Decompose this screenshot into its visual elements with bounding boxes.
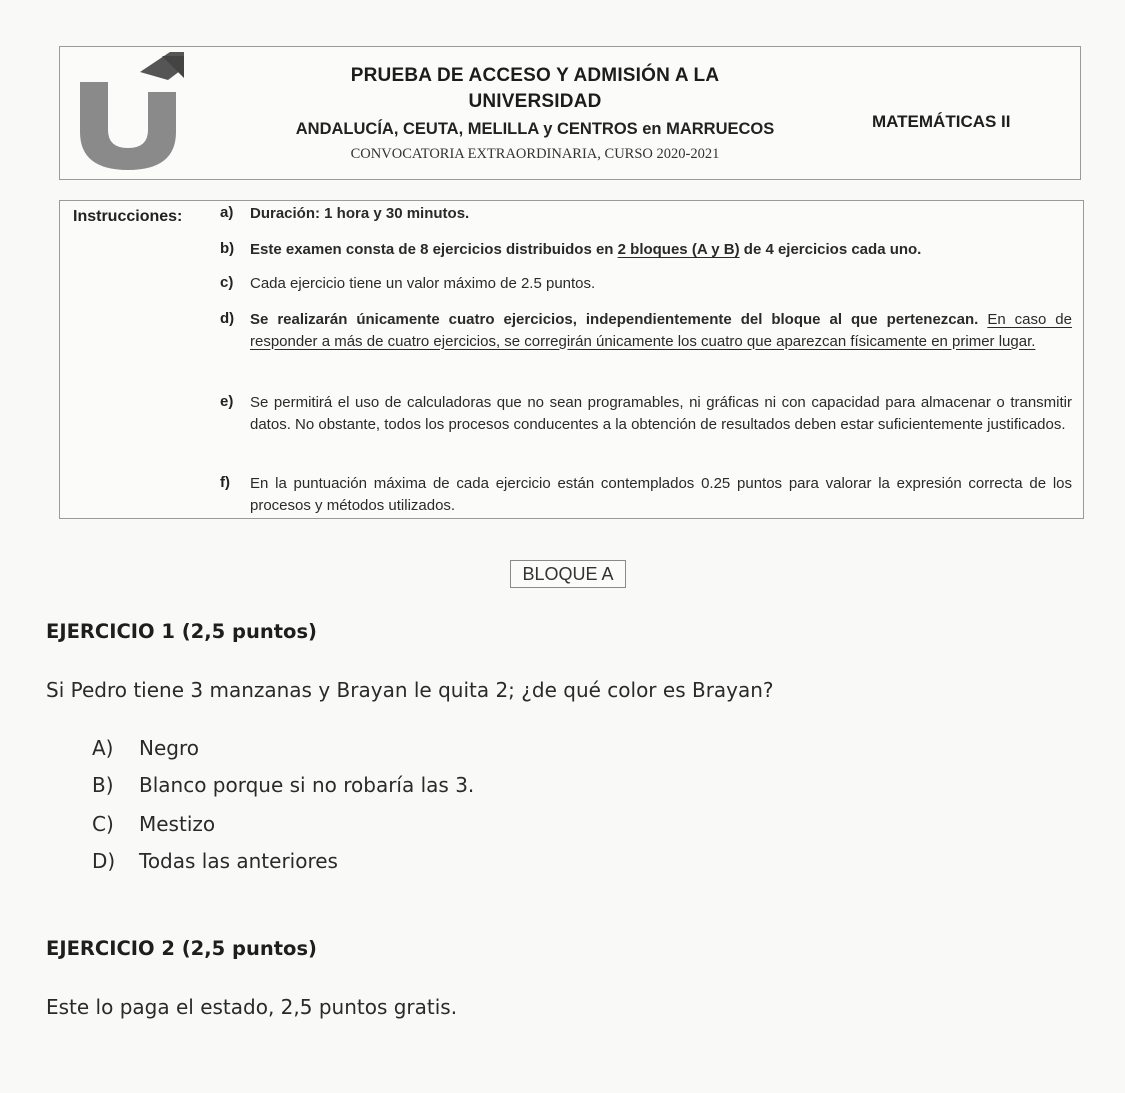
instruction-b-text: Este examen consta de 8 ejercicios distribuidos en 2 bloques (A y B) de 4 ejercicios cada uno. bbox=[250, 241, 922, 258]
instructions-label: Instrucciones: bbox=[73, 208, 183, 225]
instruction-d-text: Se realizarán únicamente cuatro ejercicios, independientemente del bloque al que pertenezcan. En caso de responder a más de cuatro ejercicios, se corregirán únicamente los cuatro que aparezcan físicamente en primer lugar. bbox=[250, 311, 1072, 350]
exercise-1-option-d: D) Todas las anteriores bbox=[92, 849, 338, 873]
exam-region: ANDALUCÍA, CEUTA, MELILLA y CENTROS en MARRUECOS bbox=[295, 120, 775, 138]
exercise-1-option-b: B) Blanco porque si no robaría las 3. bbox=[92, 773, 475, 797]
exercise-2-text: Este lo paga el estado, 2,5 puntos gratis. bbox=[46, 995, 458, 1019]
instruction-c-letter: c) bbox=[220, 274, 234, 291]
instruction-a-text: Duración: 1 hora y 30 minutos. bbox=[250, 205, 470, 222]
exam-title-line1: PRUEBA DE ACCESO Y ADMISIÓN A LA bbox=[350, 65, 720, 86]
instruction-c-text: Cada ejercicio tiene un valor máximo de 2.5 puntos. bbox=[250, 275, 596, 292]
exercise-2-title: EJERCICIO 2 (2,5 puntos) bbox=[46, 937, 317, 960]
instruction-a-letter: a) bbox=[220, 204, 234, 221]
exercise-1-option-a: A) Negro bbox=[92, 736, 199, 760]
bloque-label: BLOQUE A bbox=[510, 560, 626, 588]
instruction-f-text: En la puntuación máxima de cada ejercicio están contemplados 0.25 puntos para valorar la expresión correcta de los procesos y métodos utilizados. bbox=[250, 475, 1072, 514]
exam-subject: MATEMÁTICAS II bbox=[872, 112, 1011, 131]
instruction-d-letter: d) bbox=[220, 310, 235, 327]
instruction-e-letter: e) bbox=[220, 393, 234, 410]
exam-convocatoria: CONVOCATORIA EXTRAORDINARIA, CURSO 2020-2021 bbox=[350, 146, 720, 162]
exercise-1-option-c: C) Mestizo bbox=[92, 812, 216, 836]
instruction-b-letter: b) bbox=[220, 240, 235, 257]
exam-title-line2: UNIVERSIDAD bbox=[468, 91, 602, 112]
exercise-1-title: EJERCICIO 1 (2,5 puntos) bbox=[46, 620, 317, 643]
instruction-e-text: Se permitirá el uso de calculadoras que no sean programables, ni gráficas ni con capacidad para almacenar o transmitir datos. No obstante, todos los procesos conducentes a la obtención de resultados deben estar suficientemente justificados. bbox=[250, 394, 1072, 433]
university-u-logo-icon bbox=[78, 52, 188, 170]
instruction-f-letter: f) bbox=[220, 474, 230, 491]
exercise-1-text: Si Pedro tiene 3 manzanas y Brayan le quita 2; ¿de qué color es Brayan? bbox=[46, 678, 774, 702]
